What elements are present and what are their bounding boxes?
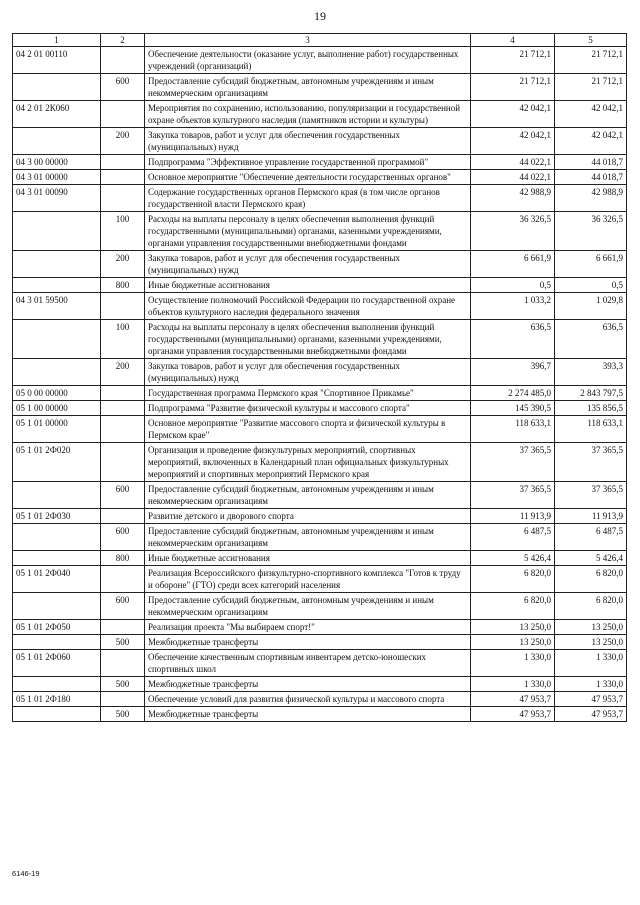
- amount-col-4: 1 033,2: [471, 293, 555, 320]
- classification-code: 05 1 01 2Ф060: [13, 650, 101, 677]
- table-row: [13, 416, 627, 443]
- table-row: [13, 401, 627, 416]
- classification-code: [13, 524, 101, 551]
- item-name: Закупка товаров, работ и услуг для обеспечения государственных (муниципальных) нужд: [145, 359, 471, 386]
- classification-code: 05 1 01 00000: [13, 416, 101, 443]
- classification-code: [13, 212, 101, 251]
- amount-col-5: 6 820,0: [555, 593, 627, 620]
- amount-col-4: 6 487,5: [471, 524, 555, 551]
- amount-col-5: 11 913,9: [555, 509, 627, 524]
- item-name: Расходы на выплаты персоналу в целях обеспечения выполнения функций государственными (муниципальными) органами, казенными учреждениями, органами управления государственными внебюджетными фондами: [145, 320, 471, 359]
- item-name: Предоставление субсидий бюджетным, автономным учреждениям и иным некоммерческим организациям: [145, 524, 471, 551]
- classification-code: 04 3 01 59500: [13, 293, 101, 320]
- expense-type-code: 600: [101, 524, 145, 551]
- item-name: Закупка товаров, работ и услуг для обеспечения государственных (муниципальных) нужд: [145, 128, 471, 155]
- amount-col-5: 44 018,7: [555, 155, 627, 170]
- classification-code: [13, 359, 101, 386]
- amount-col-4: 118 633,1: [471, 416, 555, 443]
- classification-code: [13, 278, 101, 293]
- table-row: [13, 101, 627, 128]
- classification-code: [13, 593, 101, 620]
- amount-col-5: 21 712,1: [555, 47, 627, 74]
- item-name: Обеспечение качественным спортивным инвентарем детско-юношеских спортивных школ: [145, 650, 471, 677]
- table-row: [13, 635, 627, 650]
- expense-type-code: 500: [101, 677, 145, 692]
- table-row: [13, 74, 627, 101]
- table-row: [13, 386, 627, 401]
- item-name: Организация и проведение физкультурных мероприятий, спортивных мероприятий, включенных в Календарный план официальных физкультурных мероприятий и спортивных мероприятий Пермского края: [145, 443, 471, 482]
- table-row: [13, 566, 627, 593]
- classification-code: 05 1 01 2Ф020: [13, 443, 101, 482]
- classification-code: [13, 74, 101, 101]
- expense-type-code: [101, 401, 145, 416]
- expense-type-code: 800: [101, 278, 145, 293]
- amount-col-4: 1 330,0: [471, 650, 555, 677]
- table-row: [13, 707, 627, 722]
- amount-col-5: 2 843 797,5: [555, 386, 627, 401]
- expense-type-code: [101, 566, 145, 593]
- classification-code: [13, 320, 101, 359]
- amount-col-4: 44 022,1: [471, 155, 555, 170]
- amount-col-4: 11 913,9: [471, 509, 555, 524]
- expense-type-code: [101, 650, 145, 677]
- item-name: Основное мероприятие "Обеспечение деятельности государственных органов": [145, 170, 471, 185]
- amount-col-5: 13 250,0: [555, 620, 627, 635]
- amount-col-4: 47 953,7: [471, 692, 555, 707]
- amount-col-5: 37 365,5: [555, 482, 627, 509]
- amount-col-4: 42 988,9: [471, 185, 555, 212]
- classification-code: [13, 635, 101, 650]
- classification-code: 04 3 01 00090: [13, 185, 101, 212]
- classification-code: [13, 551, 101, 566]
- amount-col-4: 21 712,1: [471, 47, 555, 74]
- budget-table: [12, 33, 627, 722]
- item-name: Межбюджетные трансферты: [145, 635, 471, 650]
- classification-code: 05 1 01 2Ф030: [13, 509, 101, 524]
- table-row: [13, 251, 627, 278]
- item-name: Межбюджетные трансферты: [145, 677, 471, 692]
- item-name: Мероприятия по сохранению, использованию, популяризации и государственной охране объектов культурного наследия (памятников истории и культуры): [145, 101, 471, 128]
- amount-col-4: 6 661,9: [471, 251, 555, 278]
- classification-code: 05 1 00 00000: [13, 401, 101, 416]
- expense-type-code: [101, 47, 145, 74]
- expense-type-code: [101, 386, 145, 401]
- item-name: Государственная программа Пермского края "Спортивное Прикамье": [145, 386, 471, 401]
- header-col-3: 3: [145, 34, 471, 47]
- item-name: Закупка товаров, работ и услуг для обеспечения государственных (муниципальных) нужд: [145, 251, 471, 278]
- table-row: [13, 593, 627, 620]
- classification-code: 05 0 00 00000: [13, 386, 101, 401]
- amount-col-4: 0,5: [471, 278, 555, 293]
- item-name: Основное мероприятие "Развитие массового спорта и физической культуры в Пермском крае": [145, 416, 471, 443]
- amount-col-5: 42 988,9: [555, 185, 627, 212]
- amount-col-4: 42 042,1: [471, 128, 555, 155]
- table-row: [13, 47, 627, 74]
- expense-type-code: [101, 509, 145, 524]
- amount-col-5: 5 426,4: [555, 551, 627, 566]
- document-code: 6146-19: [12, 869, 40, 878]
- amount-col-4: 44 022,1: [471, 170, 555, 185]
- classification-code: [13, 251, 101, 278]
- expense-type-code: [101, 416, 145, 443]
- item-name: Иные бюджетные ассигнования: [145, 278, 471, 293]
- amount-col-5: 393,3: [555, 359, 627, 386]
- classification-code: [13, 677, 101, 692]
- table-row: [13, 293, 627, 320]
- expense-type-code: 600: [101, 482, 145, 509]
- expense-type-code: 600: [101, 74, 145, 101]
- item-name: Реализация проекта "Мы выбираем спорт!": [145, 620, 471, 635]
- table-row: [13, 551, 627, 566]
- amount-col-5: 47 953,7: [555, 707, 627, 722]
- amount-col-4: 42 042,1: [471, 101, 555, 128]
- classification-code: 05 1 01 2Ф050: [13, 620, 101, 635]
- classification-code: 05 1 01 2Ф040: [13, 566, 101, 593]
- amount-col-4: 13 250,0: [471, 635, 555, 650]
- item-name: Обеспечение условий для развития физической культуры и массового спорта: [145, 692, 471, 707]
- header-col-1: 1: [13, 34, 101, 47]
- amount-col-5: 6 820,0: [555, 566, 627, 593]
- expense-type-code: [101, 155, 145, 170]
- expense-type-code: [101, 620, 145, 635]
- expense-type-code: 600: [101, 593, 145, 620]
- expense-type-code: 200: [101, 251, 145, 278]
- classification-code: 04 3 00 00000: [13, 155, 101, 170]
- amount-col-5: 6 487,5: [555, 524, 627, 551]
- amount-col-4: 36 326,5: [471, 212, 555, 251]
- amount-col-5: 47 953,7: [555, 692, 627, 707]
- amount-col-4: 6 820,0: [471, 593, 555, 620]
- table-row: [13, 155, 627, 170]
- amount-col-4: 636,5: [471, 320, 555, 359]
- item-name: Содержание государственных органов Пермского края (в том числе органов государственной власти Пермского края): [145, 185, 471, 212]
- expense-type-code: 500: [101, 635, 145, 650]
- table-row: [13, 320, 627, 359]
- expense-type-code: [101, 170, 145, 185]
- expense-type-code: [101, 692, 145, 707]
- amount-col-4: 21 712,1: [471, 74, 555, 101]
- item-name: Иные бюджетные ассигнования: [145, 551, 471, 566]
- expense-type-code: 500: [101, 707, 145, 722]
- expense-type-code: 200: [101, 128, 145, 155]
- amount-col-5: 37 365,5: [555, 443, 627, 482]
- table-row: [13, 509, 627, 524]
- item-name: Расходы на выплаты персоналу в целях обеспечения выполнения функций государственными (муниципальными) органами, казенными учреждениями, органами управления государственными внебюджетными фондами: [145, 212, 471, 251]
- amount-col-4: 13 250,0: [471, 620, 555, 635]
- table-row: [13, 620, 627, 635]
- table-row: [13, 359, 627, 386]
- expense-type-code: [101, 443, 145, 482]
- item-name: Предоставление субсидий бюджетным, автономным учреждениям и иным некоммерческим организациям: [145, 593, 471, 620]
- table-row: [13, 185, 627, 212]
- item-name: Предоставление субсидий бюджетным, автономным учреждениям и иным некоммерческим организациям: [145, 74, 471, 101]
- amount-col-4: 37 365,5: [471, 443, 555, 482]
- item-name: Межбюджетные трансферты: [145, 707, 471, 722]
- amount-col-5: 1 330,0: [555, 650, 627, 677]
- expense-type-code: 100: [101, 320, 145, 359]
- amount-col-5: 13 250,0: [555, 635, 627, 650]
- classification-code: [13, 482, 101, 509]
- table-row: [13, 692, 627, 707]
- amount-col-4: 5 426,4: [471, 551, 555, 566]
- header-col-4: 4: [471, 34, 555, 47]
- amount-col-5: 135 856,5: [555, 401, 627, 416]
- amount-col-5: 42 042,1: [555, 128, 627, 155]
- amount-col-4: 37 365,5: [471, 482, 555, 509]
- amount-col-5: 21 712,1: [555, 74, 627, 101]
- item-name: Реализация Всероссийского физкультурно-спортивного комплекса "Готов к труду и обороне" (ГТО) среди всех категорий населения: [145, 566, 471, 593]
- classification-code: [13, 707, 101, 722]
- amount-col-5: 36 326,5: [555, 212, 627, 251]
- table-row: [13, 677, 627, 692]
- header-col-5: 5: [555, 34, 627, 47]
- item-name: Развитие детского и дворового спорта: [145, 509, 471, 524]
- amount-col-4: 47 953,7: [471, 707, 555, 722]
- amount-col-5: 44 018,7: [555, 170, 627, 185]
- expense-type-code: [101, 185, 145, 212]
- classification-code: 05 1 01 2Ф180: [13, 692, 101, 707]
- amount-col-4: 6 820,0: [471, 566, 555, 593]
- item-name: Предоставление субсидий бюджетным, автономным учреждениям и иным некоммерческим организациям: [145, 482, 471, 509]
- amount-col-4: 396,7: [471, 359, 555, 386]
- classification-code: 04 3 01 00000: [13, 170, 101, 185]
- item-name: Обеспечение деятельности (оказание услуг, выполнение работ) государственных учреждений (организаций): [145, 47, 471, 74]
- item-name: Подпрограмма "Эффективное управление государственной программой": [145, 155, 471, 170]
- table-row: [13, 170, 627, 185]
- page-number: 19: [314, 9, 326, 23]
- table-row: [13, 524, 627, 551]
- classification-code: 04 2 01 2К060: [13, 101, 101, 128]
- header-col-2: 2: [101, 34, 145, 47]
- item-name: Осуществление полномочий Российской Федерации по государственной охране объектов культурного наследия федерального значения: [145, 293, 471, 320]
- amount-col-5: 118 633,1: [555, 416, 627, 443]
- amount-col-5: 1 029,8: [555, 293, 627, 320]
- expense-type-code: [101, 293, 145, 320]
- table-row: [13, 482, 627, 509]
- amount-col-5: 1 330,0: [555, 677, 627, 692]
- amount-col-4: 145 390,5: [471, 401, 555, 416]
- amount-col-5: 0,5: [555, 278, 627, 293]
- classification-code: [13, 128, 101, 155]
- table-body: [13, 47, 627, 722]
- amount-col-5: 636,5: [555, 320, 627, 359]
- table-row: [13, 650, 627, 677]
- table-row: [13, 278, 627, 293]
- table-header-row: [13, 34, 627, 47]
- classification-code: 04 2 01 00110: [13, 47, 101, 74]
- amount-col-5: 42 042,1: [555, 101, 627, 128]
- expense-type-code: 200: [101, 359, 145, 386]
- expense-type-code: 100: [101, 212, 145, 251]
- table-row: [13, 212, 627, 251]
- item-name: Подпрограмма "Развитие физической культуры и массового спорта": [145, 401, 471, 416]
- table-row: [13, 443, 627, 482]
- table-row: [13, 128, 627, 155]
- amount-col-5: 6 661,9: [555, 251, 627, 278]
- expense-type-code: [101, 101, 145, 128]
- expense-type-code: 800: [101, 551, 145, 566]
- amount-col-4: 2 274 485,0: [471, 386, 555, 401]
- amount-col-4: 1 330,0: [471, 677, 555, 692]
